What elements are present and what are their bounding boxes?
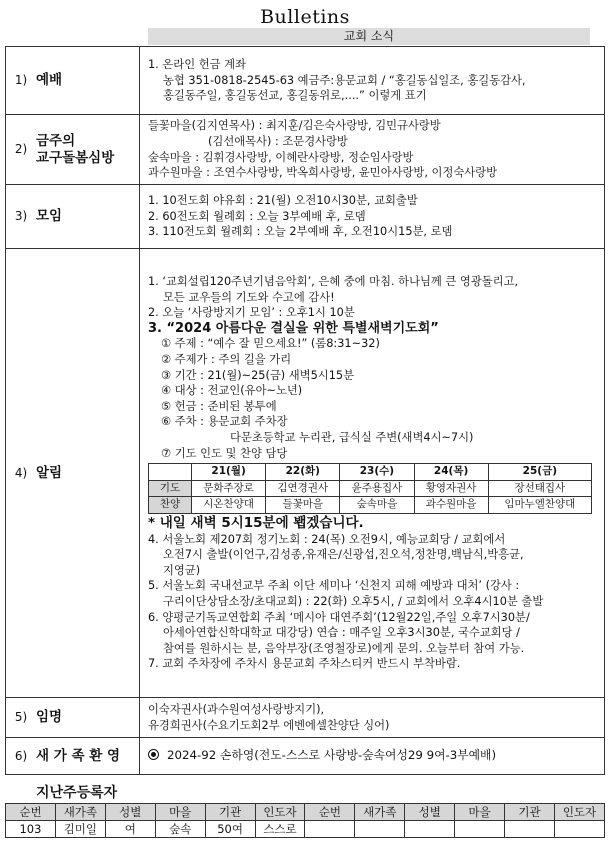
- text-line: 4. 서울노회 제207회 정기노회 : 24(목) 오전9시, 예능교회당 / 교회에서: [148, 532, 506, 546]
- list-item: ⑥ 주차 : 용문교회 주차장: [161, 415, 288, 429]
- bulletin-table: [5, 46, 605, 775]
- section-title: 새 가 족 환 영: [36, 747, 121, 764]
- table-row-label: 기도: [149, 480, 192, 497]
- table-header: 22(화): [266, 464, 340, 481]
- table-header: 25(금): [488, 464, 591, 481]
- text-line: 농협 351-0818-2545-63 예금주:용문교회 / “홍길동십일조, 홍길동감사,: [163, 73, 526, 87]
- section-number: 3): [14, 209, 28, 223]
- table-header: 성별: [405, 804, 455, 821]
- text-line: 1. 온라인 헌금 계좌: [148, 58, 246, 72]
- text-line: 유경희권사(수요기도회2부 에벤에셀찬양단 싱어): [148, 718, 390, 732]
- table-cell: 스스로: [255, 821, 305, 838]
- section-care: [6, 115, 605, 185]
- table-cell: 김연경권사: [266, 480, 340, 497]
- list-item: ⑤ 헌금 : 준비된 봉투에: [161, 399, 277, 413]
- list-item: ① 주제 : “예수 잘 믿으세요!” (롬8:31~32): [161, 337, 380, 351]
- table-header: 기관: [505, 804, 555, 821]
- table-header: 새가족: [355, 804, 405, 821]
- table-cell: 숲속: [155, 821, 205, 838]
- table-row-label: 찬양: [149, 497, 192, 514]
- list-item: ④ 대상 : 전교인(유아~노년): [161, 384, 303, 398]
- table-cell: 황영자권사: [414, 480, 488, 497]
- prayer-schedule-table: [148, 463, 592, 514]
- section-title: 임명: [36, 709, 63, 725]
- section-number: 6): [14, 748, 28, 763]
- records-title: 지난주등록자: [36, 785, 118, 801]
- text-line: 2024-92 손하영(전도-스스로 사랑방-숲속여성29 9여-3부예배): [167, 748, 497, 763]
- section-number: 1): [14, 73, 28, 87]
- table-cell: 103: [6, 821, 56, 838]
- table-cell: 문화주장로: [192, 480, 266, 497]
- table-header: 순번: [305, 804, 355, 821]
- table-cell: 들꽃마을: [266, 497, 340, 514]
- text-line: 모든 교우들의 기도와 수고에 감사!: [163, 290, 335, 304]
- section-welcome: [6, 738, 605, 775]
- table-header: 인도자: [255, 804, 305, 821]
- list-item: ⑦ 기도 인도 및 찬양 담당: [161, 446, 288, 460]
- section-title-line2: 교구돌봄심방: [36, 149, 115, 166]
- table-cell: 과수원마을: [414, 497, 488, 514]
- section-number: 4): [14, 465, 28, 480]
- table-header: 기관: [205, 804, 255, 821]
- table-cell: 김미일: [55, 821, 105, 838]
- text-line: 지영균): [163, 563, 201, 577]
- text-line: 숲속마을 : 김휘경사랑방, 이혜란사랑방, 정순임사랑방: [148, 150, 414, 164]
- table-header: 24(목): [414, 464, 488, 481]
- text-line: 2. 오늘 ‘사랑방지기 모임’ : 오후1시 10분: [148, 306, 355, 320]
- section-notice: [6, 249, 605, 698]
- text-line: 1. ‘교회설립120주년기념음악회’, 은혜 중에 마침. 하나님께 큰 영광돌리고,: [148, 275, 519, 289]
- text-line: 7. 교회 주차장에 주차시 용문교회 주차스티커 반드시 부착바람.: [148, 657, 461, 671]
- section-worship: [6, 47, 605, 115]
- warning-text: * 내일 새벽 5시15분에 봽겠습니다.: [148, 514, 364, 531]
- text-line: 5. 서울노회 국내선교부 주최 이단 세미나 ‘신천지 피해 예방과 대처’ (강사 :: [148, 579, 520, 593]
- table-header: 23(수): [340, 464, 414, 481]
- section-appoint: [6, 698, 605, 738]
- table-cell: [355, 821, 405, 838]
- radio-selected-icon: [148, 749, 159, 760]
- table-cell: [505, 821, 555, 838]
- table-cell: 50여: [205, 821, 255, 838]
- table-cell: 숲속마을: [340, 497, 414, 514]
- table-row: [6, 821, 605, 838]
- table-header: 성별: [105, 804, 155, 821]
- table-cell: 임마누엘찬양대: [488, 497, 591, 514]
- section-title: 예배: [36, 72, 63, 88]
- table-cell: 윤주용집사: [340, 480, 414, 497]
- table-cell: 장선태집사: [488, 480, 591, 497]
- text-line: 이숙자권사(과수원여성사랑방지기),: [148, 702, 325, 716]
- text-line: (김선애목사) : 조문경사랑방: [208, 134, 348, 148]
- table-cell: [405, 821, 455, 838]
- table-cell: [554, 821, 604, 838]
- text-line: 오전7시 출발(이언구,김성종,유재은/신광섭,진오석,정찬명,백남식,박흥균,: [163, 548, 524, 562]
- table-corner: [149, 464, 192, 481]
- text-line: 3. “2024 아름다운 결실을 위한 특별새벽기도회”: [148, 320, 439, 336]
- table-header: 마을: [155, 804, 205, 821]
- table-header: 인도자: [554, 804, 604, 821]
- section-title: 모임: [36, 208, 63, 224]
- table-header: 21(월): [192, 464, 266, 481]
- text-line: 6. 양평군기독교연합회 주최 ‘메시아 대연주회’(12월22일,주일 오후7시30분/: [148, 610, 530, 624]
- section-title-line1: 금주의: [36, 132, 76, 149]
- list-item: ③ 기간 : 21(월)~25(금) 새벽5시15분: [161, 368, 355, 382]
- bulletin-subtitle: 교회 소식: [148, 28, 590, 45]
- text-line: 과수원마을 : 조연수사랑방, 박옥희사랑방, 윤민아사랑방, 이정숙사랑방: [148, 166, 498, 180]
- table-header: 순번: [6, 804, 56, 821]
- section-title: 알림: [36, 464, 63, 481]
- text-line: 3. 110전도회 월례회 : 오늘 2부예배 후, 오전10시15분, 로뎀: [148, 225, 453, 239]
- table-header: 새가족: [55, 804, 105, 821]
- text-line: 들꽃마을(김지연목사) : 최지훈/김은숙사랑방, 김민규사랑방: [148, 119, 441, 133]
- table-header: 마을: [455, 804, 505, 821]
- text-line: 2. 60전도회 월례회 : 오늘 3부예배 후, 로뎀: [148, 209, 366, 223]
- list-item: 다문초등학교 누리관, 급식실 주변(새벽4시~7시): [230, 431, 474, 445]
- table-cell: 여: [105, 821, 155, 838]
- list-item: ② 주제가 : 주의 길을 가리: [161, 353, 292, 367]
- bulletin-title: Bulletins: [260, 6, 350, 28]
- section-meeting: [6, 185, 605, 249]
- text-line: 구리이단상담소장/초대교회) : 22(화) 오후5시, / 교회에서 오후4시10분 출발: [163, 594, 544, 608]
- text-line: 아세아연합신학대학교 대강당) 연습 : 매주일 오후3시30분, 국수교회당 /: [163, 626, 520, 640]
- table-cell: [305, 821, 355, 838]
- text-line: 홍길동주일, 홍길동선교, 홍길동위로,....” 이렇게 표기: [163, 89, 427, 103]
- table-cell: 시온찬양대: [192, 497, 266, 514]
- section-number: 2): [14, 142, 28, 156]
- table-cell: [455, 821, 505, 838]
- records-table: [5, 803, 605, 838]
- text-line: 1. 10전도회 야유회 : 21(월) 오전10시30분, 교회출발: [148, 194, 418, 208]
- section-number: 5): [14, 710, 28, 724]
- text-line: 참여를 원하시는 분, 음악부장(조영철장로)에게 문의. 오늘부터 참여 가능.: [163, 641, 525, 655]
